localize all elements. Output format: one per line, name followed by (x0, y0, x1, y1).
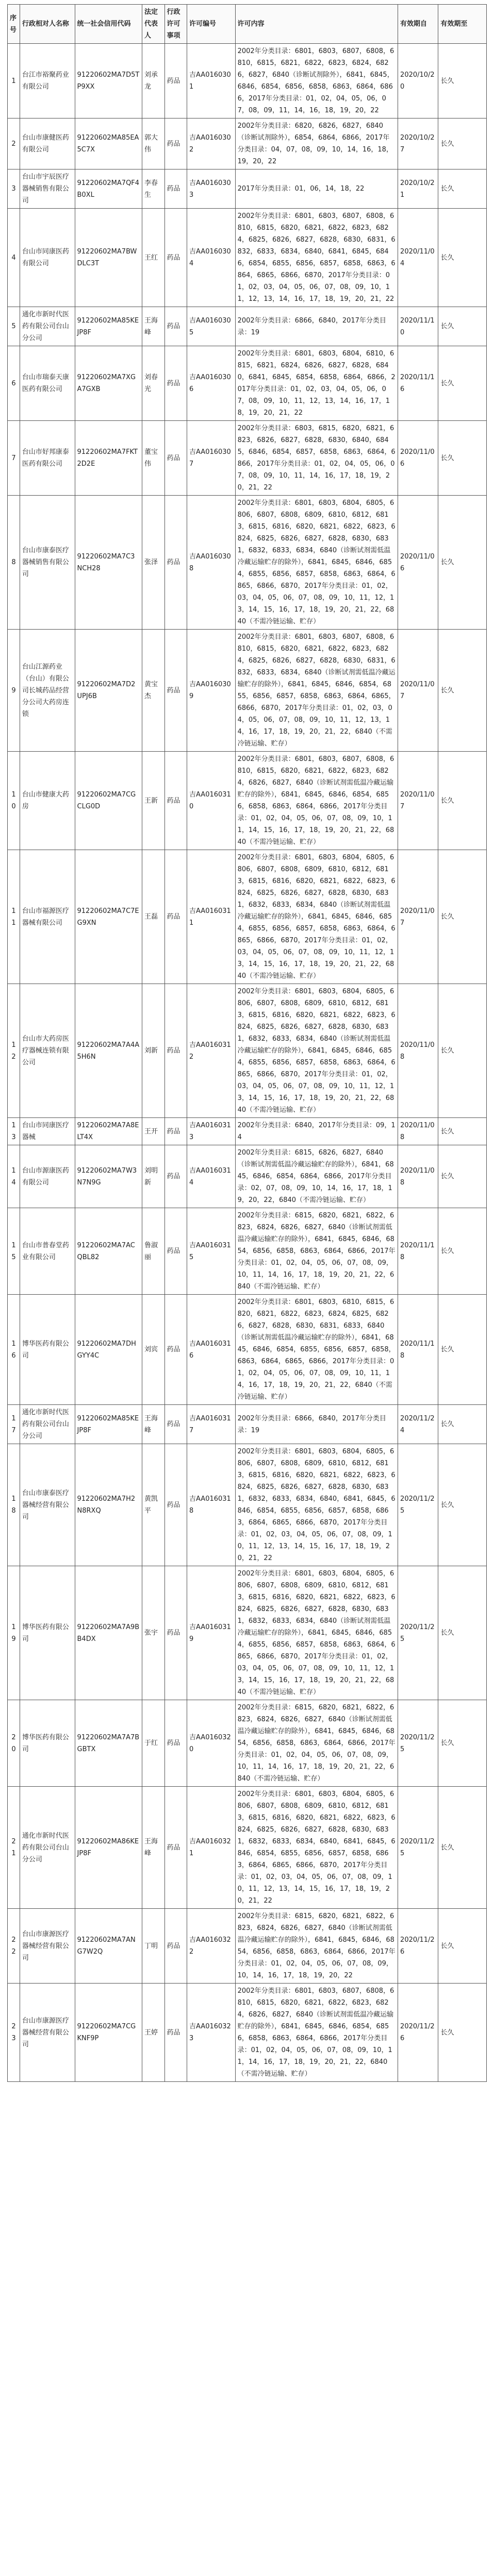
code-cell: 91220602MA7ANG7W2Q (75, 1909, 142, 1984)
name-cell: 博华医药有限公司 (20, 1700, 75, 1787)
valid-to-cell: 长久 (438, 1787, 487, 1909)
table-row (8, 984, 487, 1118)
scope-cell: 药品 (164, 346, 187, 421)
rep-cell: 王红 (142, 209, 165, 307)
license-cell: 吉AA0160304 (187, 209, 236, 307)
scope-cell: 药品 (164, 307, 187, 346)
valid-to-cell: 长久 (438, 496, 487, 630)
seq-cell: 12 (8, 984, 20, 1118)
license-cell: 吉AA0160323 (187, 1984, 236, 2082)
license-cell: 吉AA0160321 (187, 1787, 236, 1909)
name-cell: 通化市新时代医药有限公司台山分公司 (20, 1787, 75, 1909)
rep-cell: 刘明新 (142, 1145, 165, 1208)
content-cell: 2002年分类目录：6801，6803，6807，6808，6810，6815，6820，6821，6822，6823，6824，6826，6827，6840（诊断试剂需低温冷藏运输贮存的除外），6841，6845，6846，6854，6856，6858，6863，6864，6866，2017年分类目录：01，02，04，05，06，07，08，09，10，11，14，15，16，17，18，19，20，21，22，6840（不需冷链运输、贮存） (235, 752, 398, 850)
license-cell: 吉AA0160306 (187, 346, 236, 421)
license-cell: 吉AA0160310 (187, 752, 236, 850)
content-cell: 2002年分类目录：6801，6803，6804，6805，6806，6807，6808，6809，6810，6812，6813，6815，6816，6820，6821，6822，6823，6824，6825，6826，6827，6828，6830，6831，6832，6833，6834，6840，6841，6845，6846，6854，6855，6856，6857，6858，6863，6864，6865，6866，6870，2017年分类目录：01，02，03，04，05，06，07，08，09，10，11，12，13，14，15，16，17，18，19，20，21，22 (235, 1787, 398, 1909)
scope-cell: 药品 (164, 421, 187, 496)
rep-cell: 黄宝杰 (142, 630, 165, 752)
scope-cell: 药品 (164, 170, 187, 209)
rep-cell: 王海峰 (142, 307, 165, 346)
seq-cell: 16 (8, 1295, 20, 1405)
scope-cell: 药品 (164, 1566, 187, 1700)
content-cell: 2002年分类目录：6801，6803，6807，6808，6810，6815，6821，6822，6823，6824，6826，6827，6840（诊断试剂除外），6841，6845，6846，6854，6856，6858，6863，6864，6866，2017年分类目录：01，02，04，05，06，07，08，09，11，14，16，18，19，20，22 (235, 44, 398, 118)
valid-from-cell: 2020/10/21 (398, 170, 438, 209)
name-cell: 通化市新时代医药有限公司台山分公司 (20, 307, 75, 346)
valid-to-cell: 长久 (438, 307, 487, 346)
document-page (7, 4, 487, 2082)
seq-cell: 13 (8, 1118, 20, 1145)
code-cell: 91220602MA7A4A5H6N (75, 984, 142, 1118)
valid-from-cell: 2020/11/04 (398, 209, 438, 307)
code-cell: 91220602MA7QF4B0XL (75, 170, 142, 209)
valid-to-cell: 长久 (438, 209, 487, 307)
license-cell: 吉AA0160317 (187, 1405, 236, 1444)
seq-cell: 10 (8, 752, 20, 850)
license-cell: 吉AA0160307 (187, 421, 236, 496)
valid-from-cell: 2020/11/24 (398, 1405, 438, 1444)
content-cell: 2002年分类目录：6840，2017年分类目录：09，14 (235, 1118, 398, 1145)
license-cell: 吉AA0160311 (187, 850, 236, 984)
content-cell: 2002年分类目录：6801，6803，6807，6808，6810，6815，6820，6821，6822，6823，6824，6825，6826，6827，6828，6830，6831，6832，6833，6834，6840，6841，6845，6846，6854，6855，6856，6857，6858，6863，6864，6865，6866，6870，2017年分类目录：01，02，03，04，05，06，07，08，09，10，11，12，13，14，16，17，18，19，20，21，22 (235, 209, 398, 307)
rep-cell: 王婷 (142, 1984, 165, 2082)
code-cell: 91220602MA7FKT2D2E (75, 421, 142, 496)
scope-cell: 药品 (164, 1787, 187, 1909)
valid-to-cell: 长久 (438, 1909, 487, 1984)
code-cell: 91220602MA7D2UPJ6B (75, 630, 142, 752)
name-cell: 台山市宇辰医疗器械销售有限公司 (20, 170, 75, 209)
header-cell: 许可内容 (235, 5, 398, 44)
content-cell: 2002年分类目录：6801，6803，6807，6808，6810，6815，6820，6821，6822，6823，6824，6826，6827，6840（诊断试剂需低温冷藏运输贮存的除外），6841，6845，6846，6854，6856，6858，6863，6864，6866，2017年分类目录：01，02，04，05，06，07，08，09，10，11，14，16，17，18，19，20，21，22，6840（不需冷链运输、贮存） (235, 1984, 398, 2082)
valid-from-cell: 2020/11/10 (398, 307, 438, 346)
header-cell: 有效期自 (398, 5, 438, 44)
scope-cell: 药品 (164, 118, 187, 170)
valid-from-cell: 2020/11/06 (398, 496, 438, 630)
name-cell: 台山市康源医疗器械经营有限公司 (20, 1909, 75, 1984)
valid-to-cell: 长久 (438, 984, 487, 1118)
table-row (8, 850, 487, 984)
table-row (8, 209, 487, 307)
license-cell: 吉AA0160315 (187, 1208, 236, 1295)
content-cell: 2002年分类目录：6815，6820，6821，6822，6823，6824，6826，6827，6840（诊断试剂需低温冷藏运输贮存的除外），6841，6845，6846，6854，6856，6858，6863，6864，6866，2017年分类目录：01，02，04，05，06，07，08，09，10，11，14，16，17，18，19，20，21，22，6840（不需冷链运输、贮存） (235, 1700, 398, 1787)
scope-cell: 药品 (164, 1405, 187, 1444)
name-cell: 台山市好邦康泰医药有限公司 (20, 421, 75, 496)
license-cell: 吉AA0160302 (187, 118, 236, 170)
rep-cell: 李春生 (142, 170, 165, 209)
license-cell: 吉AA0160316 (187, 1295, 236, 1405)
scope-cell: 药品 (164, 1145, 187, 1208)
seq-cell: 17 (8, 1405, 20, 1444)
table-row (8, 1145, 487, 1208)
license-cell: 吉AA0160308 (187, 496, 236, 630)
rep-cell: 于红 (142, 1700, 165, 1787)
rep-cell: 张泽 (142, 496, 165, 630)
code-cell: 91220602MA7D5TP9XX (75, 44, 142, 118)
valid-to-cell: 长久 (438, 346, 487, 421)
code-cell: 91220602MA85EA5C7X (75, 118, 142, 170)
content-cell: 2002年分类目录：6803，6815，6820，6821，6823，6826，6827，6828，6830，6840，6845，6846，6854，6857，6858，6863，6864，6866，2017年分类目录：01，02，04，05，06，07，08，09，10，11，14，16，17，18，19，20，21，22 (235, 421, 398, 496)
valid-from-cell: 2020/11/18 (398, 1295, 438, 1405)
table-row (8, 1909, 487, 1984)
code-cell: 91220602MA85KEJP8F (75, 1405, 142, 1444)
code-cell: 91220602MA7XGA7GXB (75, 346, 142, 421)
valid-from-cell: 2020/11/08 (398, 984, 438, 1118)
header-cell: 法定代表人 (142, 5, 165, 44)
seq-cell: 11 (8, 850, 20, 984)
seq-cell: 14 (8, 1145, 20, 1208)
valid-from-cell: 2020/11/26 (398, 1909, 438, 1984)
scope-cell: 药品 (164, 850, 187, 984)
content-cell: 2002年分类目录：6815，6820，6821，6822，6823，6824，6826，6827，6840（诊断试剂需低温冷藏运输贮存的除外），6841，6845，6846，6854，6856，6858，6863，6864，6866，2017年分类目录：01，02，04，05，06，07，08，09，10，11，14，16，17，18，19，20，21，22，6840（不需冷链运输、贮存） (235, 1208, 398, 1295)
content-cell: 2002年分类目录：6801，6803，6804，6805，6806，6807，6808，6809，6810，6812，6813，6815，6816，6820，6821，6822，6823，6824，6825，6826，6827，6828，6830，6831，6832，6833，6834，6840，6841，6845，6846，6854，6855，6856，6857，6858，6863，6864，6865，6866，6870，2017年分类目录：01，02，03，04，05，06，07，08，09，10，11，12，13，14，15，16，17，18，19，20，21，22 (235, 1444, 398, 1566)
seq-cell: 4 (8, 209, 20, 307)
header-cell: 有效期至 (438, 5, 487, 44)
seq-cell: 5 (8, 307, 20, 346)
seq-cell: 18 (8, 1444, 20, 1566)
scope-cell: 药品 (164, 496, 187, 630)
table-row (8, 44, 487, 118)
name-cell: 台山市健康大药房 (20, 752, 75, 850)
license-cell: 吉AA0160319 (187, 1566, 236, 1700)
seq-cell: 3 (8, 170, 20, 209)
valid-to-cell: 长久 (438, 1700, 487, 1787)
valid-from-cell: 2020/11/25 (398, 1444, 438, 1566)
seq-cell: 8 (8, 496, 20, 630)
valid-to-cell: 长久 (438, 170, 487, 209)
name-cell: 台山市康源医疗器械经营有限公司 (20, 1984, 75, 2082)
scope-cell: 药品 (164, 1984, 187, 2082)
rep-cell: 王开 (142, 1118, 165, 1145)
name-cell: 博华医药有限公司 (20, 1295, 75, 1405)
name-cell: 台山市康泰医疗器械销售有限公司 (20, 496, 75, 630)
name-cell: 台山市福源医疗器械有限公司 (20, 850, 75, 984)
content-cell: 2002年分类目录：6801，6803，6804，6805，6806，6807，6808，6809，6810，6812，6813，6815，6816，6820，6821，6822，6823，6824，6825，6826，6827，6828，6830，6831，6832，6833，6834，6840（诊断试剂需低温冷藏运输贮存的除外），6841，6845，6846，6854，6855，6856，6857，6858，6863，6864，6865，6866，6870，2017年分类目录：01，02，03，04，05，06，07，08，09，10，11，12，13，14，15，16，17，18，19，20，21，22，6840（不需冷链运输、贮存） (235, 984, 398, 1118)
table-row (8, 346, 487, 421)
valid-from-cell: 2020/10/27 (398, 118, 438, 170)
valid-to-cell: 长久 (438, 752, 487, 850)
scope-cell: 药品 (164, 752, 187, 850)
valid-to-cell: 长久 (438, 1295, 487, 1405)
table-row (8, 752, 487, 850)
valid-from-cell: 2020/11/16 (398, 346, 438, 421)
code-cell: 91220602MA7A7BGBTX (75, 1700, 142, 1787)
valid-from-cell: 2020/11/06 (398, 421, 438, 496)
table-row (8, 307, 487, 346)
name-cell: 台山市同康医药有限公司 (20, 209, 75, 307)
license-cell: 吉AA0160301 (187, 44, 236, 118)
table-body (8, 44, 487, 2082)
seq-cell: 2 (8, 118, 20, 170)
header-cell: 行政许可事项 (164, 5, 187, 44)
table-row (8, 1566, 487, 1700)
valid-to-cell: 长久 (438, 44, 487, 118)
code-cell: 91220602MA7W3N7N9G (75, 1145, 142, 1208)
code-cell: 91220602MA7CGKNF9P (75, 1984, 142, 2082)
scope-cell: 药品 (164, 630, 187, 752)
scope-cell: 药品 (164, 1295, 187, 1405)
table-row (8, 1700, 487, 1787)
code-cell: 91220602MA7DHGYY4C (75, 1295, 142, 1405)
seq-cell: 6 (8, 346, 20, 421)
rep-cell: 刘新 (142, 984, 165, 1118)
valid-from-cell: 2020/11/25 (398, 1787, 438, 1909)
valid-to-cell: 长久 (438, 1405, 487, 1444)
rep-cell: 刘承龙 (142, 44, 165, 118)
rep-cell: 王海峰 (142, 1405, 165, 1444)
code-cell: 91220602MA7ACQBL82 (75, 1208, 142, 1295)
header-cell: 行政相对人名称 (20, 5, 75, 44)
content-cell: 2002年分类目录：6866，6840，2017年分类目录：19 (235, 1405, 398, 1444)
rep-cell: 王磊 (142, 850, 165, 984)
name-cell: 通化市新时代医药有限公司台山分公司 (20, 1405, 75, 1444)
scope-cell: 药品 (164, 1700, 187, 1787)
content-cell: 2017年分类目录：01，06，14，18，22 (235, 170, 398, 209)
valid-from-cell: 2020/11/07 (398, 850, 438, 984)
license-cell: 吉AA0160312 (187, 984, 236, 1118)
rep-cell: 王海峰 (142, 1787, 165, 1909)
seq-cell: 1 (8, 44, 20, 118)
valid-to-cell: 长久 (438, 118, 487, 170)
license-table (7, 4, 487, 2082)
content-cell: 2002年分类目录：6815，6826，6827，6840（诊断试剂需低温冷藏运输贮存的除外），6841，6845，6846，6854，6864，6866，2017年分类目录：02，07，08，09，10，14，16，17，18，19，20，22，6840（不需冷链运输、贮存） (235, 1145, 398, 1208)
license-cell: 吉AA0160305 (187, 307, 236, 346)
scope-cell: 药品 (164, 1118, 187, 1145)
name-cell: 台山市普春堂药业有限公司 (20, 1208, 75, 1295)
header-cell: 许可编号 (187, 5, 236, 44)
seq-cell: 9 (8, 630, 20, 752)
valid-from-cell: 2020/11/07 (398, 752, 438, 850)
content-cell: 2002年分类目录：6801，6803，6804，6805，6806，6807，6808，6809，6810，6812，6813，6815，6816，6820，6821，6822，6823，6824，6825，6826，6827，6828，6830，6831，6832，6833，6834，6840（诊断试剂需低温冷藏运输贮存的除外），6841，6845，6846，6854，6855，6856，6857，6858，6863，6864，6865，6866，6870，2017年分类目录：01，02，03，04，05，06，07，08，09，10，11，12，13，14，15，16，17，18，19，20，21，22，6840（不需冷链运输、贮存） (235, 850, 398, 984)
table-row (8, 1984, 487, 2082)
header-cell: 序号 (8, 5, 20, 44)
seq-cell: 23 (8, 1984, 20, 2082)
valid-from-cell: 2020/11/25 (398, 1700, 438, 1787)
name-cell: 台山市康泰医疗器械经营有限公司 (20, 1444, 75, 1566)
name-cell: 台山江源药业（台山）有限公司长城药品经营分公司大药房连锁 (20, 630, 75, 752)
content-cell: 2002年分类目录：6820，6826，6827，6840（诊断试剂除外），6854，6864，6866，2017年分类目录：04，07，08，09，10，14，16，18，19，20，22 (235, 118, 398, 170)
name-cell: 台山市大药房医疗器械连锁有限公司 (20, 984, 75, 1118)
valid-to-cell: 长久 (438, 630, 487, 752)
rep-cell: 董宝伟 (142, 421, 165, 496)
table-row (8, 118, 487, 170)
license-cell: 吉AA0160320 (187, 1700, 236, 1787)
content-cell: 2002年分类目录：6801，6803，6804，6805，6806，6807，6808，6809，6810，6812，6813，6815，6816，6820，6821，6822，6823，6824，6825，6826，6827，6828，6830，6831，6832，6833，6834，6840（诊断试剂需低温冷藏运输贮存的除外），6841，6845，6846，6854，6855，6856，6857，6858，6863，6864，6865，6866，6870，2017年分类目录：01，02，03，04，05，06，07，08，09，10，11，12，13，14，15，16，17，18，19，20，21，22，6840（不需冷链运输、贮存） (235, 496, 398, 630)
rep-cell: 刘宾 (142, 1295, 165, 1405)
content-cell: 2002年分类目录：6801，6803，6810，6815，6820，6821，6822，6823，6824，6825，6826，6827，6828，6830，6831，6833，6840（诊断试剂需低温冷藏运输贮存的除外），6841，6845，6846，6854，6855，6856，6857，6858，6863，6864，6865，6866，2017年分类目录：01，02，04，05，06，07，08，09，10，11，14，16，17，18，19，20，21，22，6840（不需冷链运输、贮存） (235, 1295, 398, 1405)
table-header-row (8, 5, 487, 44)
valid-to-cell: 长久 (438, 1444, 487, 1566)
scope-cell: 药品 (164, 984, 187, 1118)
valid-to-cell: 长久 (438, 1208, 487, 1295)
rep-cell: 张宇 (142, 1566, 165, 1700)
code-cell: 91220602MA7A9BB4DX (75, 1566, 142, 1700)
rep-cell: 王新 (142, 752, 165, 850)
rep-cell: 丁明 (142, 1909, 165, 1984)
name-cell: 台山市康健医药有限公司 (20, 118, 75, 170)
valid-to-cell: 长久 (438, 1984, 487, 2082)
seq-cell: 21 (8, 1787, 20, 1909)
valid-from-cell: 2020/11/25 (398, 1566, 438, 1700)
license-cell: 吉AA0160313 (187, 1118, 236, 1145)
seq-cell: 15 (8, 1208, 20, 1295)
license-cell: 吉AA0160303 (187, 170, 236, 209)
table-row (8, 170, 487, 209)
table-row (8, 1208, 487, 1295)
code-cell: 91220602MA7CGCLG0D (75, 752, 142, 850)
rep-cell: 郭大伟 (142, 118, 165, 170)
scope-cell: 药品 (164, 1909, 187, 1984)
valid-to-cell: 长久 (438, 1566, 487, 1700)
valid-from-cell: 2020/10/20 (398, 44, 438, 118)
code-cell: 91220602MA7A8ELT4X (75, 1118, 142, 1145)
content-cell: 2002年分类目录：6815，6820，6821，6822，6823，6824，6826，6827，6840（诊断试剂需低温冷藏运输贮存的除外），6841，6845，6846，6854，6856，6858，6863，6864，6866，2017年分类目录：01，02，04，05，06，07，08，09，10，14，16，17，18，19，20，22 (235, 1909, 398, 1984)
content-cell: 2002年分类目录：6866，6840，2017年分类目录：19 (235, 307, 398, 346)
rep-cell: 刘春光 (142, 346, 165, 421)
license-cell: 吉AA0160322 (187, 1909, 236, 1984)
code-cell: 91220602MA85KEJP8F (75, 307, 142, 346)
table-row (8, 630, 487, 752)
valid-from-cell: 2020/11/08 (398, 1145, 438, 1208)
table-row (8, 1405, 487, 1444)
name-cell: 台山市源康医药有限公司 (20, 1145, 75, 1208)
table-row (8, 1118, 487, 1145)
license-cell: 吉AA0160318 (187, 1444, 236, 1566)
code-cell: 91220602MA7C7EG9XN (75, 850, 142, 984)
valid-from-cell: 2020/11/26 (398, 1984, 438, 2082)
valid-to-cell: 长久 (438, 1145, 487, 1208)
name-cell: 台山市同康医疗器械 (20, 1118, 75, 1145)
content-cell: 2002年分类目录：6801，6803，6804，6810，6815，6821，6824，6826，6827，6828，6840，6841，6845，6854，6858，6864，6866，2017年分类目录：01，02，03，04，05，06，07，08，09，10，11，12，13，14，16，17，18，19，20，21，22 (235, 346, 398, 421)
name-cell: 台江市裕聚药业有限公司 (20, 44, 75, 118)
license-cell: 吉AA0160314 (187, 1145, 236, 1208)
header-cell: 统一社会信用代码 (75, 5, 142, 44)
code-cell: 91220602MA7H2N8RXQ (75, 1444, 142, 1566)
content-cell: 2002年分类目录：6801，6803，6804，6805，6806，6807，6808，6809，6810，6812，6813，6815，6816，6820，6821，6822，6823，6824，6825，6826，6827，6828，6830，6831，6832，6833，6834，6840（诊断试剂需低温冷藏运输贮存的除外），6841，6845，6846，6854，6855，6856，6857，6858，6863，6864，6865，6866，6870，2017年分类目录：01，02，03，04，05，06，07，08，09，10，11，12，13，14，15，16，17，18，19，20，21，22，6840（不需冷链运输、贮存） (235, 1566, 398, 1700)
valid-from-cell: 2020/11/08 (398, 1118, 438, 1145)
seq-cell: 7 (8, 421, 20, 496)
valid-to-cell: 长久 (438, 850, 487, 984)
table-row (8, 496, 487, 630)
rep-cell: 鲁淑丽 (142, 1208, 165, 1295)
license-cell: 吉AA0160309 (187, 630, 236, 752)
table-row (8, 421, 487, 496)
scope-cell: 药品 (164, 209, 187, 307)
valid-to-cell: 长久 (438, 421, 487, 496)
scope-cell: 药品 (164, 1208, 187, 1295)
valid-from-cell: 2020/11/07 (398, 630, 438, 752)
code-cell: 91220602MA7C3NCH28 (75, 496, 142, 630)
table-row (8, 1444, 487, 1566)
seq-cell: 22 (8, 1909, 20, 1984)
name-cell: 博华医药有限公司 (20, 1566, 75, 1700)
content-cell: 2002年分类目录：6801，6803，6807，6808，6810，6815，6820，6821，6822，6823，6824，6825，6826，6827，6828，6830，6831，6832，6833，6834，6840（诊断试剂需低温冷藏运输贮存的除外），6841，6845，6846，6854，6855，6856，6857，6858，6863，6864，6865，6866，6870，2017年分类目录：01，02，03，04，05，06，07，08，09，10，11，12，13，14，16，17，18，19，20，21，22，6840（不需冷链运输、贮存） (235, 630, 398, 752)
table-row (8, 1295, 487, 1405)
valid-from-cell: 2020/11/18 (398, 1208, 438, 1295)
seq-cell: 20 (8, 1700, 20, 1787)
table-row (8, 1787, 487, 1909)
code-cell: 91220602MA86KEJP8F (75, 1787, 142, 1909)
seq-cell: 19 (8, 1566, 20, 1700)
name-cell: 台山市瑞泰天康医药有限公司 (20, 346, 75, 421)
code-cell: 91220602MA7BWDLC3T (75, 209, 142, 307)
scope-cell: 药品 (164, 1444, 187, 1566)
rep-cell: 黄凯平 (142, 1444, 165, 1566)
valid-to-cell: 长久 (438, 1118, 487, 1145)
scope-cell: 药品 (164, 44, 187, 118)
